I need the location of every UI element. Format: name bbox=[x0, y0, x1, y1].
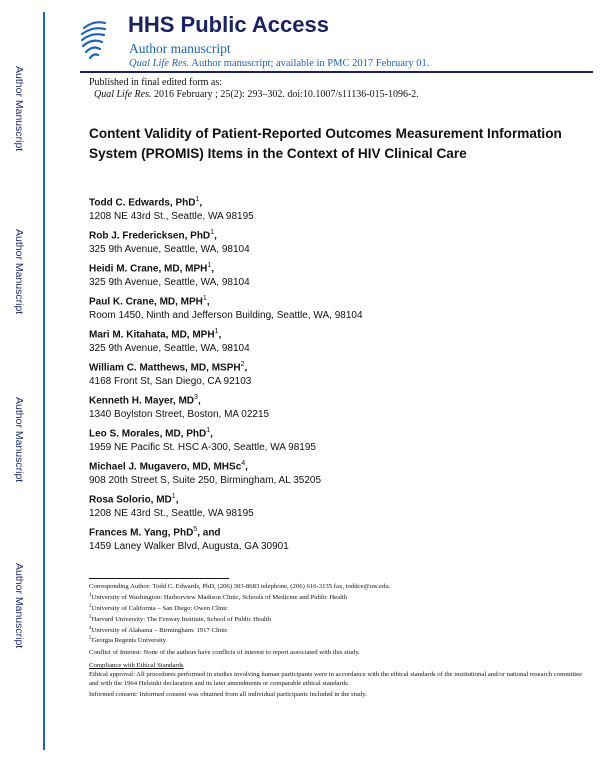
author-entry bbox=[89, 424, 529, 457]
author-separator: , bbox=[197, 395, 201, 407]
hhs-eagle-logo-icon bbox=[78, 18, 110, 64]
published-details: 2016 February ; 25(2): 293–302. doi:10.1007/s11136-015-1096-2. bbox=[151, 89, 419, 100]
side-label-author-manuscript: Author Manuscript bbox=[13, 229, 25, 315]
affiliation-number: 2 bbox=[89, 603, 92, 609]
affiliation-note bbox=[89, 614, 589, 625]
affiliation-text: University of Washington: Harborview Madison Clinic, Schools of Medicine and Public Health bbox=[91, 593, 348, 601]
author-name-line bbox=[89, 292, 529, 309]
author-address: 325 9th Avenue, Seattle, WA, 98104 bbox=[89, 277, 250, 289]
affiliation-number: 4 bbox=[89, 625, 92, 631]
author-address: 4168 Front St, San Diego, CA 92103 bbox=[89, 376, 252, 388]
author-name-line bbox=[89, 226, 529, 243]
author-entry bbox=[89, 193, 529, 226]
author-name-line bbox=[89, 259, 529, 276]
author-separator: , bbox=[218, 329, 222, 341]
author-affiliation-mark: 4 bbox=[241, 460, 246, 467]
author-entry bbox=[89, 490, 529, 523]
author-entry bbox=[89, 523, 529, 556]
author-name-line bbox=[89, 523, 529, 540]
author-name: Paul K. Crane, MD, MPH bbox=[89, 296, 203, 308]
author-address: 1459 Laney Walker Blvd, Augusta, GA 30901 bbox=[89, 541, 289, 553]
author-address: 325 9th Avenue, Seattle, WA, 98104 bbox=[89, 244, 250, 256]
author-affiliation-mark: 1 bbox=[202, 295, 207, 302]
author-name-line bbox=[89, 424, 529, 441]
affiliation-text: Harvard University: The Fenway Institute, School of Public Health bbox=[91, 615, 271, 623]
conflict-of-interest-note: Conflict of Interest: None of the authors have conflicts of interest to report associated with this study. bbox=[89, 649, 360, 657]
author-entry bbox=[89, 325, 529, 358]
header-citation-journal: Qual Life Res. bbox=[129, 58, 190, 69]
author-name-line bbox=[89, 193, 529, 210]
author-separator: , bbox=[206, 296, 210, 308]
author-address: 1208 NE 43rd St., Seattle, WA 98195 bbox=[89, 508, 254, 520]
author-entry bbox=[89, 259, 529, 292]
author-name: Leo S. Morales, MD, PhD bbox=[89, 428, 207, 440]
affiliation-number: 3 bbox=[89, 614, 92, 620]
author-address: 325 9th Avenue, Seattle, WA, 98104 bbox=[89, 343, 250, 355]
author-name-line bbox=[89, 358, 529, 375]
affiliation-number: 1 bbox=[89, 592, 92, 598]
footnotes bbox=[89, 583, 589, 700]
header-citation bbox=[129, 58, 429, 69]
author-entry bbox=[89, 358, 529, 391]
author-name: Rosa Solorio, MD bbox=[89, 494, 172, 506]
author-separator: , and bbox=[197, 527, 221, 539]
author-affiliation-mark: 1 bbox=[171, 493, 176, 500]
author-affiliation-mark: 5 bbox=[193, 526, 198, 533]
author-address: 1959 NE Pacific St. HSC A-300, Seattle, WA 98195 bbox=[89, 442, 316, 454]
corresponding-author-note: Corresponding Author: Todd C. Edwards, PhD, (206) 303-8683 telephone, (206) 616-3135 fax, toddce@uw.edu. bbox=[89, 583, 391, 590]
author-name-line bbox=[89, 391, 529, 408]
author-list bbox=[89, 193, 529, 556]
affiliation-note bbox=[89, 625, 589, 636]
author-name-line bbox=[89, 490, 529, 507]
header-title: HHS Public Access bbox=[128, 12, 329, 37]
author-entry bbox=[89, 292, 529, 325]
published-label: Published in final edited form as: bbox=[89, 77, 223, 88]
author-separator: , bbox=[245, 461, 248, 473]
author-name: Mari M. Kitahata, MD, MPH bbox=[89, 329, 215, 341]
margin-rule bbox=[43, 12, 45, 750]
affiliation-note bbox=[89, 592, 589, 603]
author-name: Kenneth H. Mayer, MD bbox=[89, 395, 195, 407]
author-affiliation-mark: 2 bbox=[240, 361, 245, 368]
affiliation-text: Georgia Regents University bbox=[91, 637, 167, 645]
affiliation-note bbox=[89, 635, 589, 646]
header-rule bbox=[80, 71, 593, 73]
author-name: William C. Matthews, MD, MSPH bbox=[89, 362, 241, 374]
affiliation-note bbox=[89, 603, 589, 614]
affiliation-text: University of California – San Diego: Owen Clinic bbox=[91, 604, 229, 612]
side-label-author-manuscript: Author Manuscript bbox=[13, 66, 25, 152]
affiliation-number: 5 bbox=[89, 636, 92, 642]
side-label-author-manuscript: Author Manuscript bbox=[13, 397, 25, 483]
header-subtitle: Author manuscript bbox=[129, 41, 231, 56]
author-separator: , bbox=[199, 197, 203, 209]
author-affiliation-mark: 3 bbox=[194, 394, 198, 401]
published-journal: Qual Life Res. bbox=[94, 89, 152, 100]
author-affiliation-mark: 1 bbox=[206, 427, 211, 434]
compliance-heading: Compliance with Ethical Standards bbox=[89, 662, 184, 670]
paper-title: Content Validity of Patient-Reported Outcomes Measurement Information System (PROMIS) Items in the Context of HIV Clinical Care bbox=[89, 126, 562, 161]
author-name: Michael J. Mugavero, MD, MHSc bbox=[89, 461, 242, 473]
side-label-author-manuscript: Author Manuscript bbox=[13, 563, 25, 649]
author-name-line bbox=[89, 325, 529, 342]
ethical-approval-note: Ethical approval: All procedures performed in studies involving human participants were in accordance with the ethical standards of the institutional and/or national research committee and with the 1964 Helsinki declaration and its later amendments or comparable ethical standards. bbox=[89, 670, 583, 687]
informed-consent-note: Informed consent: Informed consent was obtained from all individual participants included in the study. bbox=[89, 691, 367, 699]
author-name-line bbox=[89, 457, 529, 474]
author-affiliation-mark: 1 bbox=[195, 196, 200, 203]
author-separator: , bbox=[214, 230, 217, 242]
footnote-rule bbox=[89, 578, 229, 579]
author-affiliation-mark: 1 bbox=[214, 328, 219, 335]
author-name: Rob J. Fredericksen, PhD bbox=[89, 230, 211, 242]
author-separator: , bbox=[211, 263, 215, 275]
header-citation-rest: Author manuscript; available in PMC 2017 February 01. bbox=[189, 58, 430, 69]
author-address: Room 1450, Ninth and Jefferson Building, Seattle, WA, 98104 bbox=[89, 310, 363, 322]
published-citation bbox=[94, 89, 419, 100]
author-entry bbox=[89, 391, 529, 424]
author-separator: , bbox=[210, 428, 213, 440]
author-affiliation-mark: 1 bbox=[210, 229, 215, 236]
author-address: 1340 Boylston Street, Boston, MA 02215 bbox=[89, 409, 270, 421]
author-address: 1208 NE 43rd St., Seattle, WA 98195 bbox=[89, 211, 254, 223]
author-name: Frances M. Yang, PhD bbox=[89, 527, 194, 539]
author-affiliation-mark: 1 bbox=[207, 262, 212, 269]
author-address: 908 20th Street S, Suite 250, Birmingham, AL 35205 bbox=[89, 475, 322, 487]
author-separator: , bbox=[175, 494, 179, 506]
author-entry bbox=[89, 457, 529, 490]
author-entry bbox=[89, 226, 529, 259]
author-name: Todd C. Edwards, PhD bbox=[89, 197, 196, 209]
author-name: Heidi M. Crane, MD, MPH bbox=[89, 263, 208, 275]
affiliation-text: University of Alabama – Birmingham: 1917 Clinic bbox=[91, 626, 228, 634]
author-separator: , bbox=[244, 362, 248, 374]
